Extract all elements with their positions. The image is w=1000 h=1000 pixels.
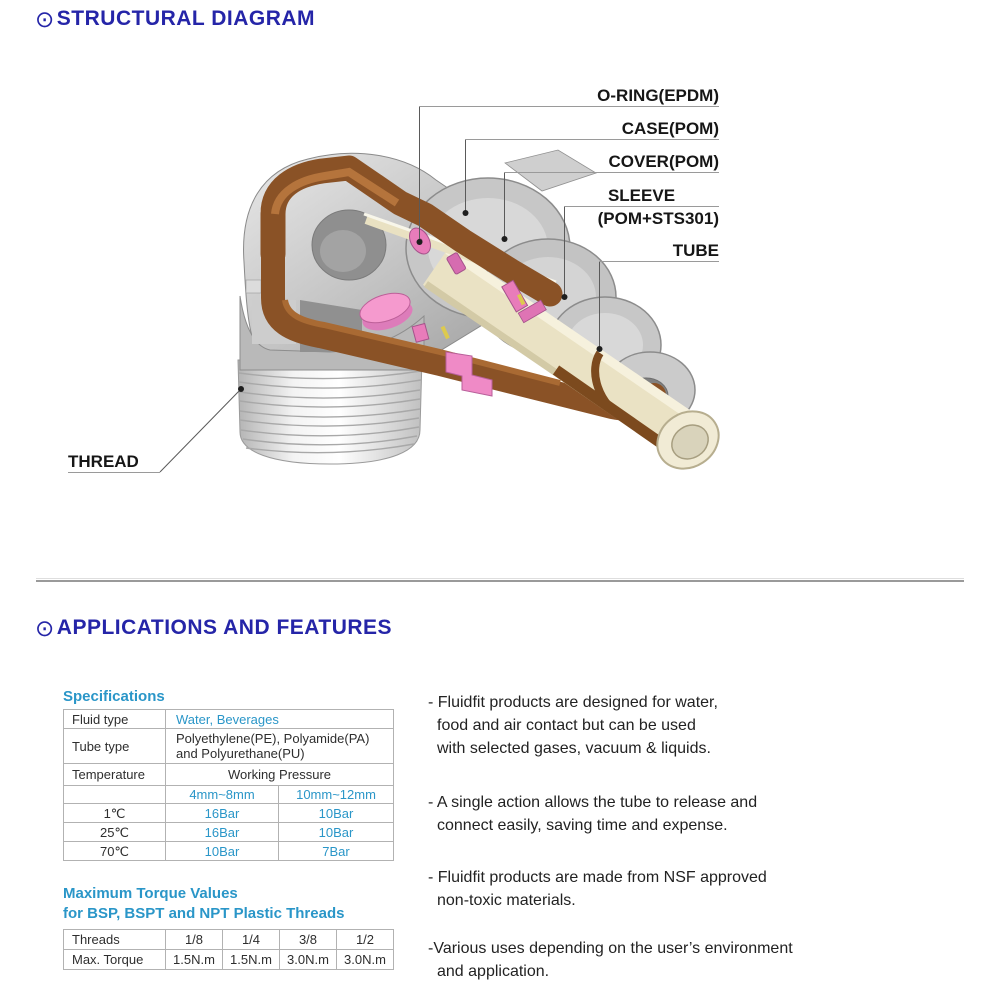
feature-line: -Various uses depending on the user’s environment <box>428 940 793 957</box>
section-divider <box>36 580 964 582</box>
diagram-label-oring: O-RING(EPDM) <box>419 86 719 107</box>
specifications-title: Specifications <box>63 688 165 705</box>
diagram-label-cover: COVER(POM) <box>504 152 719 173</box>
spec-pressure-value: 16Bar <box>166 823 279 842</box>
table-row <box>64 764 394 786</box>
spec-size-col-2: 10mm~12mm <box>279 786 394 804</box>
feature-line: and application. <box>437 963 550 980</box>
diagram-label-thread: THREAD <box>68 452 160 473</box>
specifications-table <box>63 709 394 861</box>
spec-temp-value: 70℃ <box>64 842 166 861</box>
feature-item <box>428 866 988 912</box>
torque-value-cell: 1.5N.m <box>223 950 280 970</box>
spec-pressure-value: 10Bar <box>279 804 394 823</box>
table-row <box>64 930 394 950</box>
torque-title-line2: for BSP, BSPT and NPT Plastic Threads <box>63 905 345 922</box>
feature-line: food and air contact but can be used <box>437 717 696 734</box>
diagram-label-case: CASE(POM) <box>465 119 719 140</box>
feature-line: with selected gases, vacuum & liquids. <box>437 740 711 757</box>
table-row <box>64 823 394 842</box>
torque-header-cell: Threads <box>64 930 166 950</box>
feature-line: - Fluidfit products are designed for water, <box>428 694 718 711</box>
spec-pressure-header: Working Pressure <box>166 764 394 786</box>
diagram-label-sleeve-line2: (POM+STS301) <box>597 209 719 228</box>
table-row <box>64 804 394 823</box>
spec-temp-label: Temperature <box>64 764 166 786</box>
table-row <box>64 786 394 804</box>
table-row <box>64 950 394 970</box>
torque-header-cell: 1/8 <box>166 930 223 950</box>
section-divider-highlight <box>36 578 964 579</box>
torque-value-cell: 3.0N.m <box>337 950 394 970</box>
feature-item <box>428 691 988 760</box>
feature-item <box>428 791 988 837</box>
spec-pressure-value: 7Bar <box>279 842 394 861</box>
torque-table <box>63 929 394 970</box>
torque-header-cell: 1/2 <box>337 930 394 950</box>
structural-diagram-title: STRUCTURAL DIAGRAM <box>56 7 316 30</box>
spec-pressure-value: 16Bar <box>166 804 279 823</box>
spec-fluid-value: Water, Beverages <box>166 710 394 729</box>
applications-title: APPLICATIONS AND FEATURES <box>56 616 393 639</box>
feature-line: non-toxic materials. <box>437 892 576 909</box>
applications-heading <box>35 616 392 640</box>
spec-fluid-label: Fluid type <box>64 710 166 729</box>
torque-header-cell: 3/8 <box>280 930 337 950</box>
bullseye-icon: ⊙ <box>35 614 55 641</box>
table-row <box>64 842 394 861</box>
diagram-label-sleeve-line1: SLEEVE <box>564 186 719 207</box>
feature-item <box>428 937 988 983</box>
spec-empty-cell <box>64 786 166 804</box>
spec-pressure-value: 10Bar <box>279 823 394 842</box>
spec-tube-value: Polyethylene(PE), Polyamide(PA) and Polyurethane(PU) <box>166 729 394 764</box>
torque-title <box>63 884 344 924</box>
table-row <box>64 729 394 764</box>
torque-header-cell: 1/4 <box>223 930 280 950</box>
spec-size-col-1: 4mm~8mm <box>166 786 279 804</box>
feature-line: connect easily, saving time and expense. <box>437 817 728 834</box>
spec-temp-value: 25℃ <box>64 823 166 842</box>
spec-pressure-value: 10Bar <box>166 842 279 861</box>
torque-value-cell: Max. Torque <box>64 950 166 970</box>
thread-stub <box>238 358 422 464</box>
torque-title-line1: Maximum Torque Values <box>63 885 238 902</box>
feature-line: - A single action allows the tube to release and <box>428 794 758 811</box>
spec-temp-value: 1℃ <box>64 804 166 823</box>
torque-value-cell: 1.5N.m <box>166 950 223 970</box>
bullseye-icon: ⊙ <box>35 5 55 32</box>
torque-value-cell: 3.0N.m <box>280 950 337 970</box>
diagram-label-tube: TUBE <box>599 241 719 262</box>
table-row <box>64 710 394 729</box>
spec-tube-label: Tube type <box>64 729 166 764</box>
feature-line: - Fluidfit products are made from NSF approved <box>428 869 767 886</box>
